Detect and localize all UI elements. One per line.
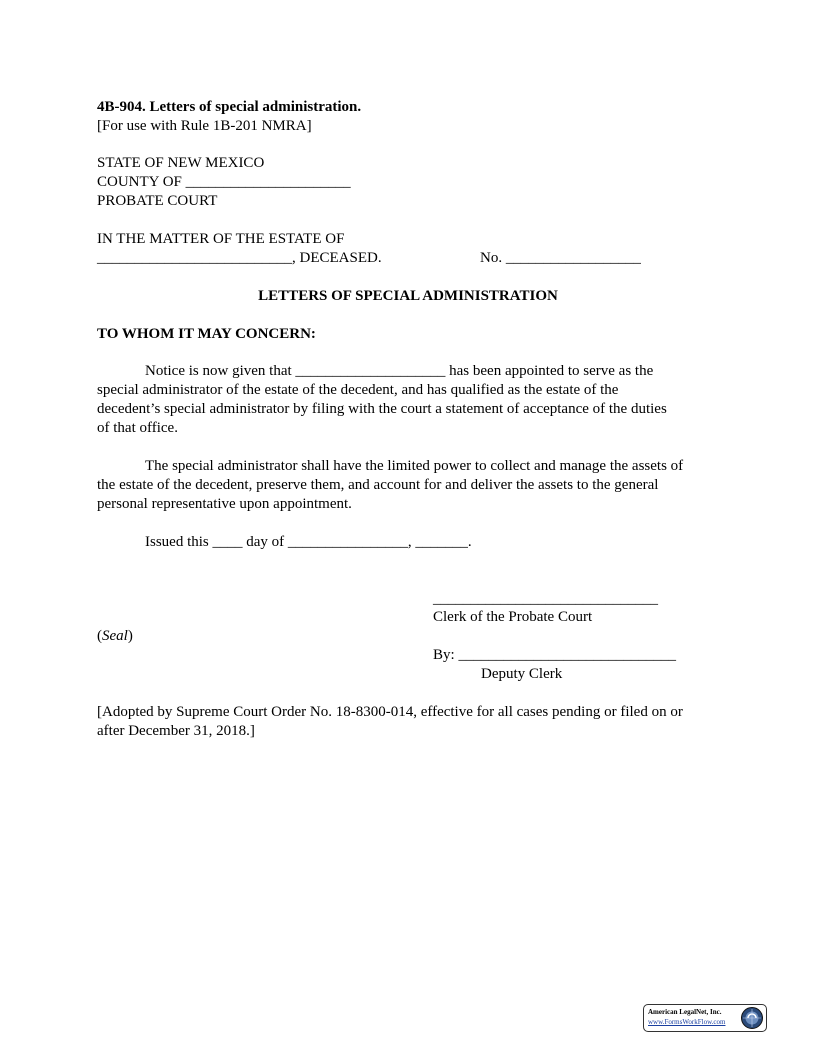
globe-icon <box>740 1006 764 1030</box>
by-line <box>433 646 676 665</box>
clerk-signature-line: ______________________________ <box>433 591 658 607</box>
para1-line-2: special administrator of the estate of the decedent, and has qualified as the estate of the <box>97 382 619 398</box>
para2-line-3: personal representative upon appointment. <box>97 496 352 512</box>
seal-text: Seal <box>102 628 128 644</box>
deceased-label: , DECEASED. <box>292 250 382 266</box>
document-title: LETTERS OF SPECIAL ADMINISTRATION <box>258 288 558 304</box>
para2-line-2: the estate of the decedent, preserve them, and account for and deliver the assets to the general <box>97 477 659 493</box>
adopted-line-2: after December 31, 2018.] <box>97 723 255 739</box>
deputy-clerk-label: Deputy Clerk <box>481 666 563 682</box>
county-blank: ______________________ <box>185 174 351 190</box>
deputy-signature-blank: _____________________________ <box>458 647 676 663</box>
logo-company: American LegalNet, Inc. <box>648 1008 722 1016</box>
case-number-blank: __________________ <box>505 250 641 266</box>
decedent-line <box>97 249 382 268</box>
by-label: By: <box>433 647 455 663</box>
salutation: TO WHOM IT MAY CONCERN: <box>97 326 316 342</box>
case-number-label: No. <box>480 250 503 266</box>
para1-line-1: Notice is now given that ____________________ has been appointed to serve as the <box>145 363 654 379</box>
adopted-line-1: [Adopted by Supreme Court Order No. 18-8300-014, effective for all cases pending or filed on or <box>97 704 683 720</box>
clerk-label: Clerk of the Probate Court <box>433 609 593 625</box>
county-label: COUNTY OF <box>97 174 182 190</box>
court-name: PROBATE COURT <box>97 193 218 209</box>
para1-line-3: decedent’s special administrator by filing with the court a statement of acceptance of the duties <box>97 401 667 417</box>
county-line <box>97 173 351 192</box>
seal-label: (Seal) <box>97 628 133 644</box>
logo-url[interactable]: www.FormsWorkFlow.com <box>648 1018 726 1026</box>
para2-line-1: The special administrator shall have the limited power to collect and manage the assets of <box>145 458 684 474</box>
case-number-line <box>480 249 641 268</box>
issued-line: Issued this ____ day of ________________, _______. <box>145 534 472 550</box>
para1-line-4: of that office. <box>97 420 178 436</box>
matter-heading: IN THE MATTER OF THE ESTATE OF <box>97 231 345 247</box>
legalnet-logo[interactable] <box>643 1004 767 1032</box>
state-name: STATE OF NEW MEXICO <box>97 155 265 171</box>
form-title: 4B-904. Letters of special administration. <box>97 99 362 115</box>
decedent-name-blank: __________________________ <box>97 250 292 266</box>
rule-note: [For use with Rule 1B-201 NMRA] <box>97 118 312 134</box>
